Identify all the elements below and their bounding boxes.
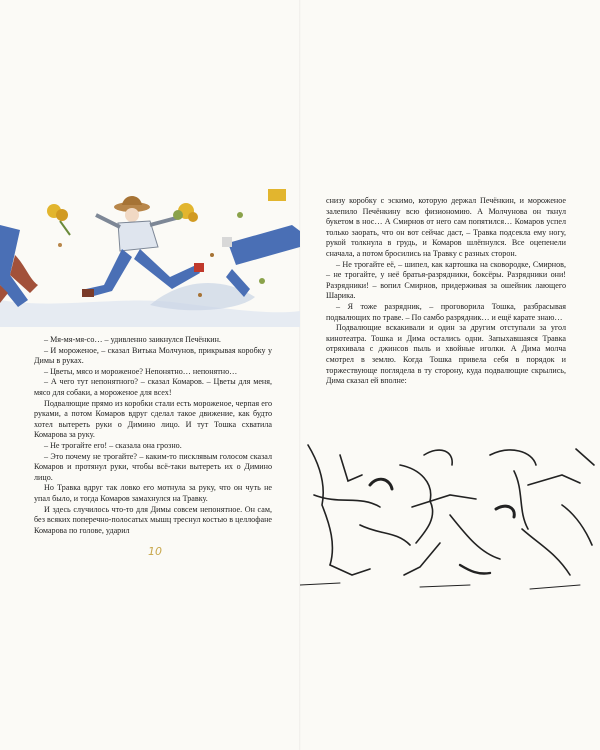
- page-number: 10: [148, 545, 162, 558]
- paragraph: снизу коробку с эскимо, которую держал Печёнкин, и мороженое залепило Печёнкину всю физиономию. А Молчунова он ткнул букетом в нос… А Смирнов от него сам попятился… Комаров успел только заорать, что он вот сейчас даст, – Травка подсекла ему ногу, рукой толкнула в грудь, и Комаров шлёпнулся. Все оцепенели сначала, а потом бросились на Травку с разных сторон.: [326, 196, 566, 258]
- paragraph: И здесь случилось что-то для Димы совсем непонятное. Он сам, без всяких поперечно-полосатых мышц треснул костью в целлофане Комарова по голове, ударил: [34, 504, 272, 535]
- left-page-text: [34, 335, 272, 536]
- fight-illustration-sketch: [300, 435, 600, 595]
- paragraph: – Не трогайте её, – шипел, как картошка на сковородке, Смирнов, – не трогайте, у неё братья-разрядники, боксёры. Разрядники они! Разрядники! – вопил Смирнов, придерживая за ошейник лающего Шарика.: [326, 259, 566, 301]
- paragraph: Подвалющие прямо из коробки стали есть мороженое, черпая его руками, а потом Комаров вдруг сделал такое движение, как будто хотел вытереть руки о Димино лицо. И тут Тошка схватила Комарова за руку.: [34, 398, 272, 440]
- paragraph: – Это почему не трогайте? – каким-то писклявым голосом сказал Комаров и протянул руки, чтобы всё-таки вытереть их о Димино лицо.: [34, 451, 272, 482]
- paragraph: – А чего тут непонятного? – сказал Комаров. – Цветы для меня, мясо для собаки, а мороженое для всех!: [34, 377, 272, 397]
- paragraph: – Я тоже разрядник, – проговорила Тошка, разбрасывая подвалющих по траве. – По самбо разрядник… и ещё карате знаю…: [326, 301, 566, 322]
- paragraph: – Не трогайте его! – сказала она грозно.: [44, 440, 182, 450]
- fight-illustration-color: [0, 185, 300, 327]
- paragraph: Но Травка вдруг так ловко его мотнула за руку, что он чуть не упал было, и тогда Комаров замахнулся на Травку.: [34, 483, 272, 503]
- right-page-text: [326, 196, 566, 387]
- paragraph: – И мороженое, – сказал Витька Молчунов, прикрывая коробку у Димы в руках.: [34, 345, 272, 366]
- paragraph: Подвалющие вскакивали и один за другим отступали за угол кинотеатра. Тошка и Дима остались одни. Запыхавшаяся Травка отряхивала с джинсов пыль и хвойные иголки. А Дима молча смотрел в землю. Когда Тошка привела себя в порядок и торжествующе поглядела в ту сторону, куда подвалющие скрылись, Дима сказал ей вполне:: [326, 323, 566, 386]
- paragraph: – Цветы, мясо и мороженое? Непонятно… непонятно…: [44, 366, 238, 376]
- page-gutter: [299, 0, 301, 750]
- paragraph: – Мя-мя-мя-со… – удивленно заикнулся Печёнкин.: [44, 335, 221, 344]
